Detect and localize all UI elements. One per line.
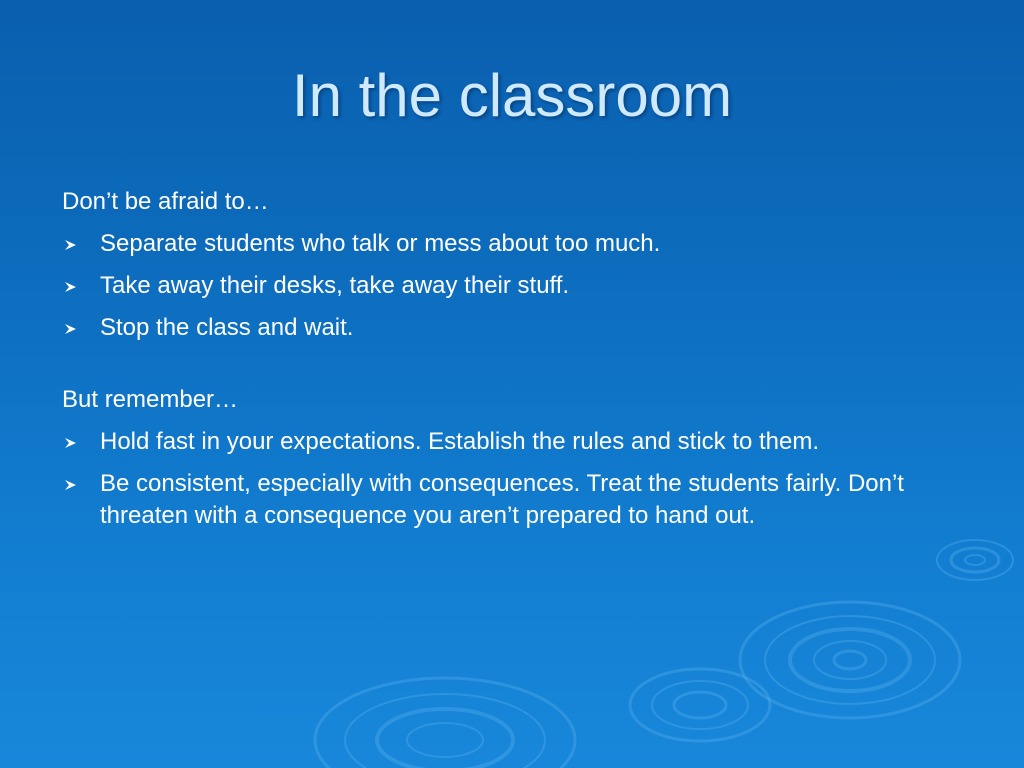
arrowhead-bullet-icon (64, 323, 78, 335)
bullet-item (62, 270, 982, 302)
ripple-medium (630, 669, 770, 741)
bullet-text: Take away their desks, take away their stuff. (100, 272, 570, 299)
bullet-text: Separate students who talk or mess about too much. (100, 230, 661, 257)
bullet-item (62, 468, 982, 532)
arrowhead-bullet-icon (64, 281, 78, 293)
section-dont-be-afraid (62, 186, 982, 344)
section-but-remember (62, 384, 982, 532)
bullet-text: Be consistent, especially with consequences. Treat the students fairly. Don’t threaten with a consequence you aren’t prepared to hand out. (100, 470, 904, 529)
arrowhead-bullet-icon (64, 479, 78, 491)
bullet-list (62, 228, 982, 344)
section-heading: But remember… (62, 386, 239, 413)
slide-content (62, 186, 982, 542)
ripple-bottom (315, 678, 575, 768)
ripple-large (740, 602, 960, 718)
arrowhead-bullet-icon (64, 239, 78, 251)
bullet-item (62, 228, 982, 260)
section-heading: Don’t be afraid to… (62, 188, 269, 215)
ripple-small (937, 540, 1013, 580)
bullet-text: Hold fast in your expectations. Establish the rules and stick to them. (100, 428, 820, 455)
slide-title: In the classroom (291, 62, 733, 129)
arrowhead-bullet-icon (64, 437, 78, 449)
bullet-item (62, 312, 982, 344)
bullet-text: Stop the class and wait. (100, 314, 354, 341)
bullet-item (62, 426, 982, 458)
bullet-list (62, 426, 982, 532)
